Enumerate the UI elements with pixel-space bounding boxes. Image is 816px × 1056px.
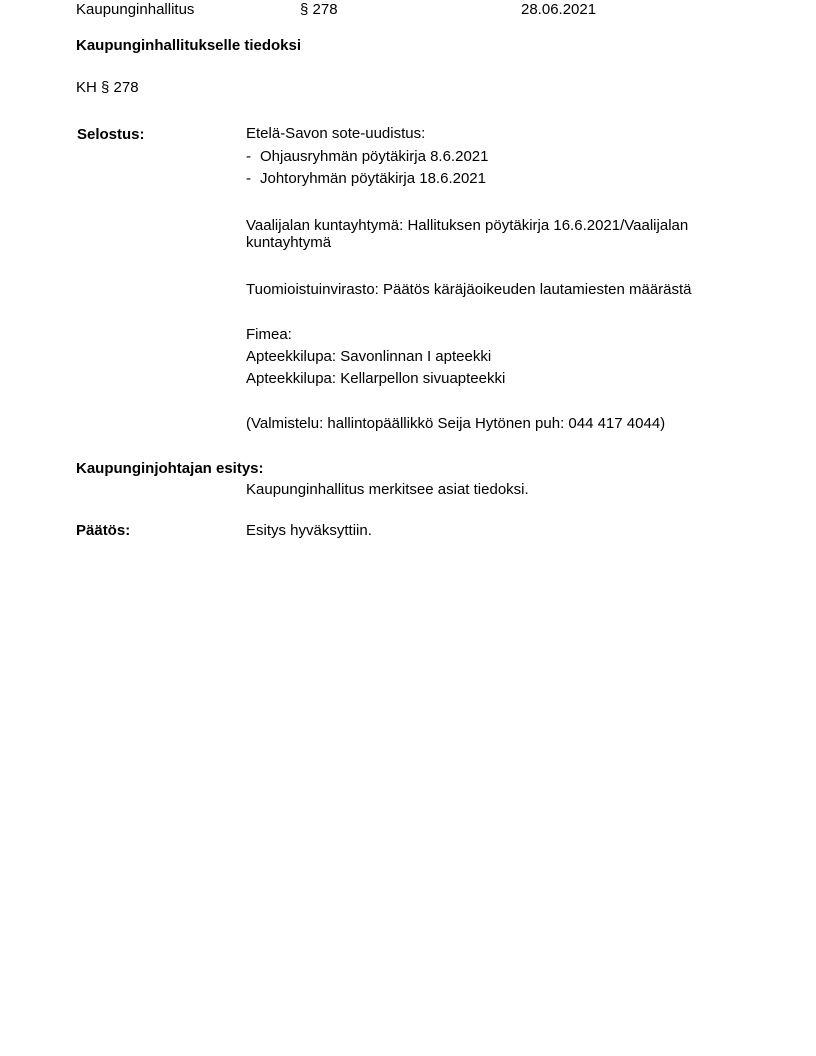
bullet-dash: -	[246, 170, 251, 187]
list-item	[246, 170, 766, 188]
list-item: Apteekkilupa: Savonlinnan I apteekki	[246, 348, 492, 365]
list-item: Apteekkilupa: Kellarpellon sivuapteekki	[246, 370, 506, 387]
selostus-intro: Etelä-Savon sote-uudistus:	[246, 125, 426, 142]
esitys-text: Kaupunginhallitus merkitsee asiat tiedoksi.	[246, 481, 529, 498]
fimea-heading: Fimea:	[246, 326, 292, 343]
header-date: 28.06.2021	[521, 1, 597, 18]
selostus-intro-block	[246, 125, 766, 188]
list-item-text: Ohjausryhmän pöytäkirja 8.6.2021	[260, 148, 489, 165]
bullet-dash: -	[246, 148, 251, 165]
tuomioistuin-paragraph: Tuomioistuinvirasto: Päätös käräjäoikeuden lautamiesten määrästä	[246, 281, 692, 298]
esitys-label: Kaupunginjohtajan esitys:	[76, 460, 264, 477]
header-section: § 278	[300, 1, 338, 18]
vaalijala-paragraph: Vaalijalan kuntayhtymä: Hallituksen pöytäkirja 16.6.2021/Vaalijalan kuntayhtymä	[246, 217, 689, 251]
paatos-text: Esitys hyväksyttiin.	[246, 522, 372, 539]
paatos-label: Päätös:	[76, 522, 131, 539]
document-title: Kaupunginhallitukselle tiedoksi	[76, 37, 302, 54]
header-body: Kaupunginhallitus	[76, 1, 195, 18]
list-item-text: Johtoryhmän pöytäkirja 18.6.2021	[260, 170, 486, 187]
selostus-label: Selostus:	[77, 126, 145, 143]
fimea-block	[246, 326, 766, 388]
list-item	[246, 148, 766, 170]
section-reference: KH § 278	[76, 79, 139, 96]
valmistelu-paragraph: (Valmistelu: hallintopäällikkö Seija Hytönen puh: 044 417 4044)	[246, 415, 666, 432]
